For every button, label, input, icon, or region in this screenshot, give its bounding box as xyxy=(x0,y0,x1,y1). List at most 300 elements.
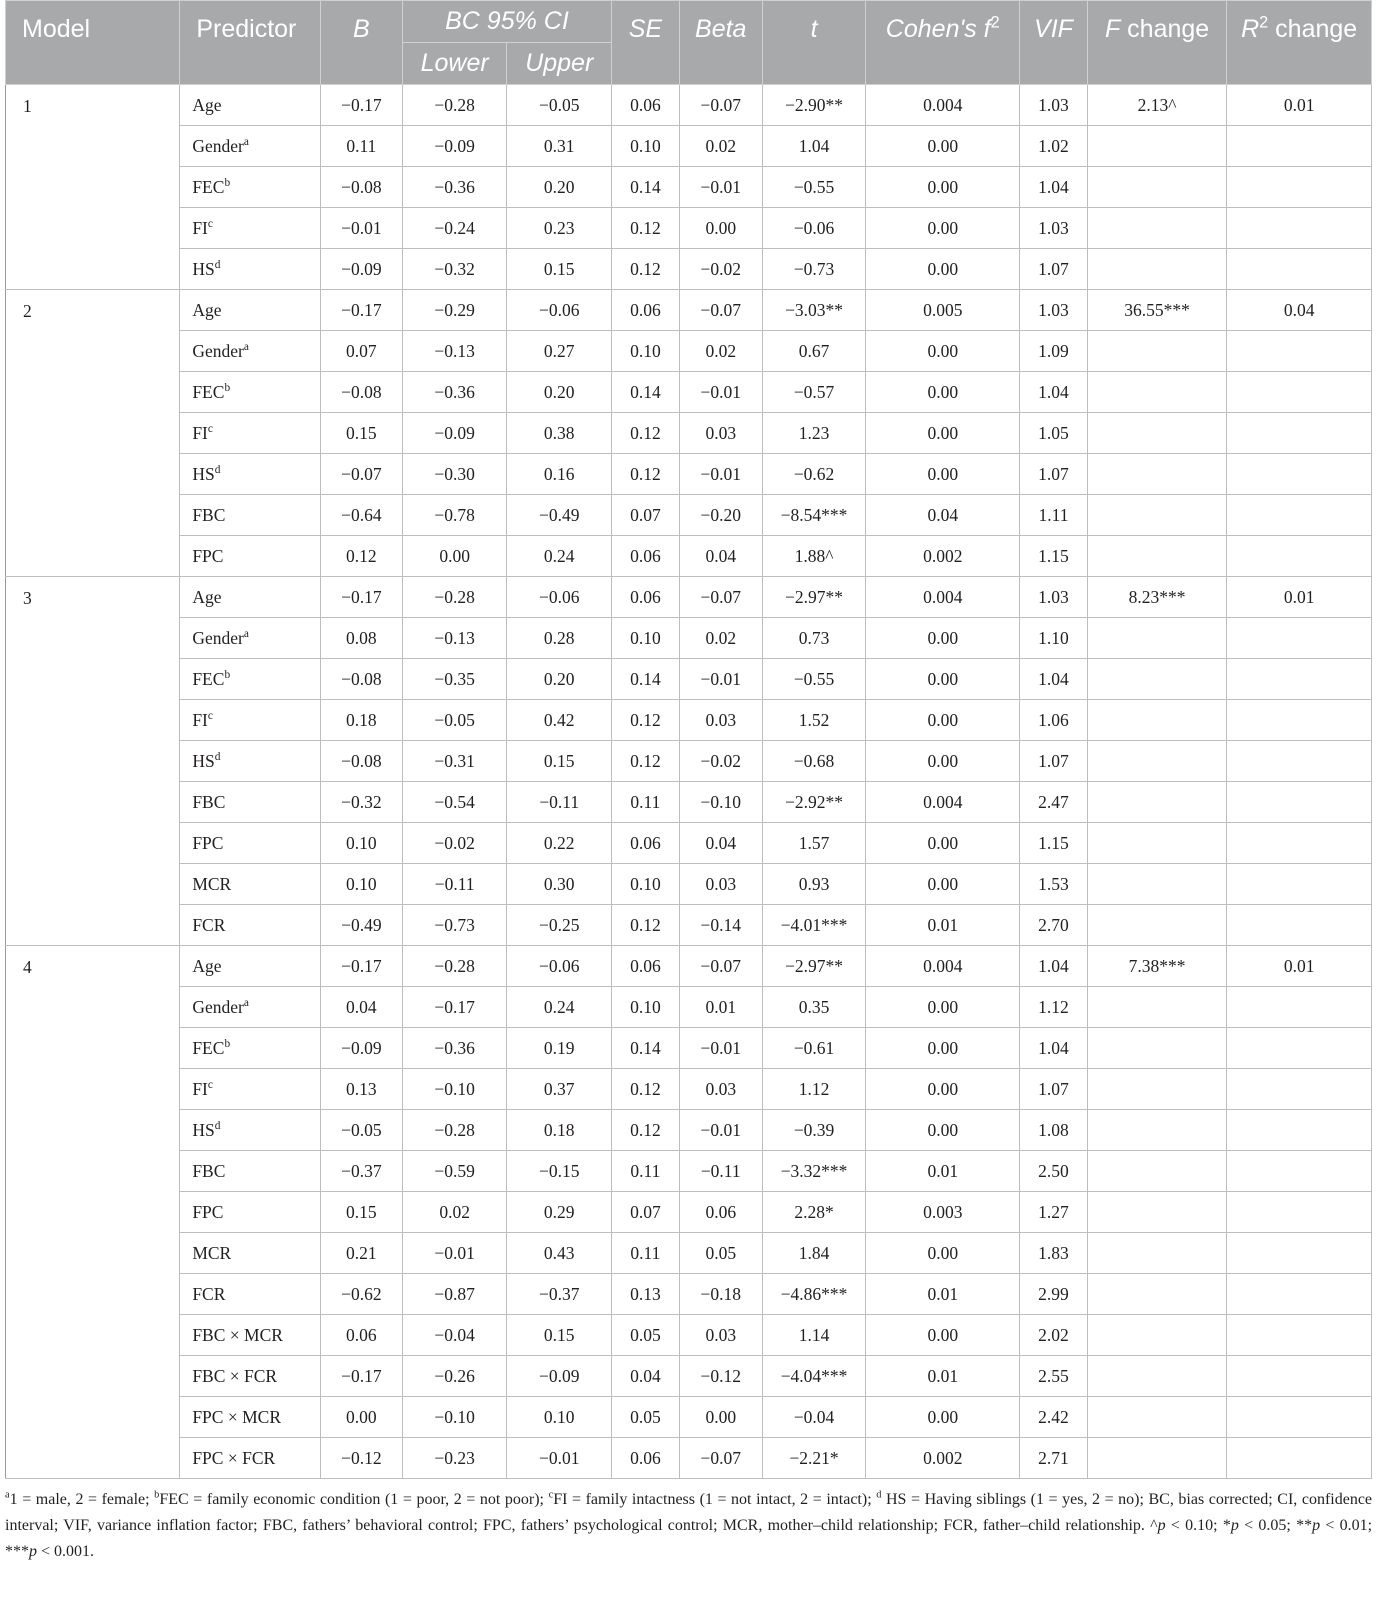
cell-f2: 0.004 xyxy=(866,85,1020,126)
cell-f2: 0.004 xyxy=(866,782,1020,823)
cell-lower: −0.28 xyxy=(402,946,507,987)
cell-b: −0.49 xyxy=(320,905,402,946)
predictor-cell xyxy=(180,987,320,1028)
cell-beta: 0.02 xyxy=(679,126,762,167)
table-row xyxy=(6,577,1372,618)
cell-vif: 1.07 xyxy=(1020,741,1088,782)
cell-f-change xyxy=(1087,1069,1226,1110)
cell-beta: −0.11 xyxy=(679,1151,762,1192)
cell-vif: 1.07 xyxy=(1020,1069,1088,1110)
cell-beta: −0.01 xyxy=(679,659,762,700)
cell-vif: 1.11 xyxy=(1020,495,1088,536)
cell-beta: −0.01 xyxy=(679,167,762,208)
cell-f-change xyxy=(1087,1397,1226,1438)
cell-beta: 0.05 xyxy=(679,1233,762,1274)
predictor-cell xyxy=(180,454,320,495)
predictor-cell xyxy=(180,1274,320,1315)
table-row xyxy=(6,167,1372,208)
cell-vif: 1.53 xyxy=(1020,864,1088,905)
cell-lower: −0.59 xyxy=(402,1151,507,1192)
predictor-name: Gender xyxy=(192,996,244,1017)
cell-t: −0.55 xyxy=(762,167,866,208)
cell-b: 0.07 xyxy=(320,331,402,372)
header-f-italic: F xyxy=(1104,15,1121,43)
cell-f-change xyxy=(1087,987,1226,1028)
cell-b: −0.17 xyxy=(320,1356,402,1397)
cell-t: −2.21* xyxy=(762,1438,866,1479)
cell-upper: 0.18 xyxy=(507,1110,612,1151)
footnote-italic: p xyxy=(29,1543,37,1560)
table-row xyxy=(6,1028,1372,1069)
cell-upper: 0.24 xyxy=(507,987,612,1028)
cell-t: 0.35 xyxy=(762,987,866,1028)
cell-t: 1.88^ xyxy=(762,536,866,577)
cell-lower: −0.31 xyxy=(402,741,507,782)
cell-r2-change xyxy=(1227,167,1372,208)
cell-se: 0.06 xyxy=(612,823,680,864)
cell-se: 0.06 xyxy=(612,290,680,331)
predictor-name: FI xyxy=(192,217,208,238)
cell-b: −0.17 xyxy=(320,85,402,126)
cell-lower: −0.87 xyxy=(402,1274,507,1315)
cell-se: 0.14 xyxy=(612,1028,680,1069)
cell-f2: 0.00 xyxy=(866,864,1020,905)
cell-lower: −0.01 xyxy=(402,1233,507,1274)
cell-f2: 0.004 xyxy=(866,946,1020,987)
cell-se: 0.11 xyxy=(612,782,680,823)
cell-t: −0.39 xyxy=(762,1110,866,1151)
cell-b: −0.09 xyxy=(320,249,402,290)
cell-t: 1.57 xyxy=(762,823,866,864)
header-r-sup: 2 xyxy=(1259,13,1269,32)
cell-t: 2.28* xyxy=(762,1192,866,1233)
predictor-cell xyxy=(180,1151,320,1192)
cell-se: 0.12 xyxy=(612,249,680,290)
cell-vif: 1.02 xyxy=(1020,126,1088,167)
cell-lower: −0.28 xyxy=(402,1110,507,1151)
cell-f2: 0.00 xyxy=(866,823,1020,864)
cell-b: −0.07 xyxy=(320,454,402,495)
cell-lower: −0.54 xyxy=(402,782,507,823)
predictor-cell xyxy=(180,905,320,946)
cell-b: 0.00 xyxy=(320,1397,402,1438)
cell-b: −0.08 xyxy=(320,167,402,208)
header-cohens-sup: 2 xyxy=(990,13,1000,32)
header-f-change xyxy=(1087,1,1226,85)
cell-upper: 0.10 xyxy=(507,1397,612,1438)
predictor-footnote-mark: d xyxy=(214,463,221,476)
cell-se: 0.12 xyxy=(612,208,680,249)
table-row xyxy=(6,1110,1372,1151)
cell-b: −0.62 xyxy=(320,1274,402,1315)
cell-upper: 0.37 xyxy=(507,1069,612,1110)
cell-f-change xyxy=(1087,413,1226,454)
cell-vif: 2.99 xyxy=(1020,1274,1088,1315)
header-b-text: B xyxy=(352,15,370,43)
model-label: 2 xyxy=(6,290,180,577)
cell-beta: −0.07 xyxy=(679,946,762,987)
cell-upper: 0.19 xyxy=(507,1028,612,1069)
cell-vif: 1.10 xyxy=(1020,618,1088,659)
cell-r2-change xyxy=(1227,1438,1372,1479)
predictor-name: FPC xyxy=(192,1201,224,1222)
table-row xyxy=(6,782,1372,823)
cell-vif: 1.06 xyxy=(1020,700,1088,741)
cell-r2-change xyxy=(1227,536,1372,577)
model-label: 4 xyxy=(6,946,180,1479)
predictor-cell xyxy=(180,1397,320,1438)
cell-lower: −0.13 xyxy=(402,331,507,372)
cell-f2: 0.00 xyxy=(866,1028,1020,1069)
cell-f-change xyxy=(1087,741,1226,782)
cell-upper: 0.15 xyxy=(507,741,612,782)
cell-r2-change: 0.01 xyxy=(1227,85,1372,126)
cell-f2: 0.003 xyxy=(866,1192,1020,1233)
cell-upper: 0.30 xyxy=(507,864,612,905)
cell-r2-change xyxy=(1227,659,1372,700)
predictor-cell xyxy=(180,946,320,987)
table-row xyxy=(6,85,1372,126)
cell-lower: −0.24 xyxy=(402,208,507,249)
cell-se: 0.14 xyxy=(612,659,680,700)
cell-upper: 0.20 xyxy=(507,167,612,208)
cell-t: −2.90** xyxy=(762,85,866,126)
table-row xyxy=(6,290,1372,331)
predictor-footnote-mark: d xyxy=(214,1119,221,1132)
cell-t: 1.12 xyxy=(762,1069,866,1110)
predictor-name: FI xyxy=(192,422,208,443)
header-r-rest: change xyxy=(1268,15,1358,43)
predictor-footnote-mark: c xyxy=(207,422,213,435)
cell-vif: 2.71 xyxy=(1020,1438,1088,1479)
cell-vif: 1.15 xyxy=(1020,536,1088,577)
cell-b: 0.21 xyxy=(320,1233,402,1274)
predictor-footnote-mark: d xyxy=(214,750,221,763)
cell-upper: −0.06 xyxy=(507,946,612,987)
cell-vif: 1.09 xyxy=(1020,331,1088,372)
cell-b: −0.12 xyxy=(320,1438,402,1479)
cell-upper: 0.38 xyxy=(507,413,612,454)
footnote-text: HS = Having siblings (1 = yes, 2 = no); BC, bias corrected; CI, confidence interval; VIF, variance inflation factor; FBC, fathers’ behavioral control; FPC, fathers’ psychological control; MCR, mother–child relationship; FCR, father–child relationship. ^ xyxy=(5,1491,1373,1534)
table-footnote xyxy=(5,1487,1372,1565)
cell-b: −0.05 xyxy=(320,1110,402,1151)
cell-beta: 0.00 xyxy=(679,208,762,249)
cell-f-change xyxy=(1087,167,1226,208)
cell-lower: 0.02 xyxy=(402,1192,507,1233)
header-cohens-f2 xyxy=(866,1,1020,85)
header-vif xyxy=(1020,1,1088,85)
cell-r2-change xyxy=(1227,1274,1372,1315)
cell-f-change xyxy=(1087,1274,1226,1315)
cell-f-change xyxy=(1087,208,1226,249)
cell-t: −2.97** xyxy=(762,946,866,987)
predictor-cell xyxy=(180,1028,320,1069)
cell-beta: −0.07 xyxy=(679,290,762,331)
cell-vif: 1.12 xyxy=(1020,987,1088,1028)
cell-lower: −0.09 xyxy=(402,413,507,454)
header-se-text: SE xyxy=(628,15,663,43)
cell-vif: 1.04 xyxy=(1020,946,1088,987)
cell-se: 0.12 xyxy=(612,1110,680,1151)
cell-r2-change xyxy=(1227,413,1372,454)
cell-t: 1.14 xyxy=(762,1315,866,1356)
cell-b: −0.08 xyxy=(320,741,402,782)
predictor-name: FBC × FCR xyxy=(192,1365,278,1386)
cell-beta: −0.02 xyxy=(679,741,762,782)
predictor-name: FEC xyxy=(192,1037,225,1058)
predictor-name: FBC xyxy=(192,504,226,525)
cell-f2: 0.00 xyxy=(866,372,1020,413)
footnote-text: < 0.01; *** xyxy=(5,1517,1373,1560)
predictor-name: FBC × MCR xyxy=(192,1324,283,1345)
cell-b: −0.17 xyxy=(320,577,402,618)
cell-r2-change xyxy=(1227,372,1372,413)
cell-se: 0.10 xyxy=(612,126,680,167)
cell-se: 0.12 xyxy=(612,700,680,741)
cell-upper: −0.06 xyxy=(507,290,612,331)
table-row xyxy=(6,1274,1372,1315)
cell-lower: 0.00 xyxy=(402,536,507,577)
cell-f-change xyxy=(1087,1438,1226,1479)
table-row xyxy=(6,1315,1372,1356)
cell-f-change xyxy=(1087,536,1226,577)
predictor-cell xyxy=(180,413,320,454)
cell-b: 0.15 xyxy=(320,413,402,454)
predictor-footnote-mark: b xyxy=(224,381,231,394)
cell-lower: −0.35 xyxy=(402,659,507,700)
header-ci-text: BC 95% CI xyxy=(445,7,569,35)
cell-lower: −0.09 xyxy=(402,126,507,167)
cell-lower: −0.78 xyxy=(402,495,507,536)
cell-lower: −0.10 xyxy=(402,1069,507,1110)
cell-f2: 0.002 xyxy=(866,1438,1020,1479)
cell-upper: −0.09 xyxy=(507,1356,612,1397)
cell-lower: −0.11 xyxy=(402,864,507,905)
table-row xyxy=(6,618,1372,659)
cell-b: 0.06 xyxy=(320,1315,402,1356)
cell-f2: 0.00 xyxy=(866,208,1020,249)
predictor-cell xyxy=(180,1315,320,1356)
table-row xyxy=(6,495,1372,536)
cell-f-change: 7.38*** xyxy=(1087,946,1226,987)
footnote-italic: p xyxy=(1230,1517,1239,1534)
cell-f-change xyxy=(1087,1028,1226,1069)
footnote-text: 1 = male, 2 = female; xyxy=(9,1491,155,1508)
table-row xyxy=(6,946,1372,987)
cell-t: 1.52 xyxy=(762,700,866,741)
cell-b: 0.18 xyxy=(320,700,402,741)
cell-upper: 0.31 xyxy=(507,126,612,167)
cell-f2: 0.002 xyxy=(866,536,1020,577)
predictor-footnote-mark: c xyxy=(207,217,213,230)
model-label: 3 xyxy=(6,577,180,946)
cell-f-change xyxy=(1087,864,1226,905)
cell-b: 0.04 xyxy=(320,987,402,1028)
cell-upper: −0.49 xyxy=(507,495,612,536)
cell-vif: 2.47 xyxy=(1020,782,1088,823)
cell-vif: 1.04 xyxy=(1020,167,1088,208)
table-row xyxy=(6,1356,1372,1397)
header-r-italic: R xyxy=(1241,15,1260,43)
table-row xyxy=(6,208,1372,249)
cell-vif: 1.04 xyxy=(1020,659,1088,700)
table-row xyxy=(6,823,1372,864)
predictor-name: Gender xyxy=(192,135,244,156)
cell-vif: 1.27 xyxy=(1020,1192,1088,1233)
cell-t: −0.73 xyxy=(762,249,866,290)
cell-beta: −0.20 xyxy=(679,495,762,536)
cell-vif: 1.05 xyxy=(1020,413,1088,454)
header-model: Model xyxy=(6,1,180,85)
cell-r2-change xyxy=(1227,249,1372,290)
cell-beta: 0.03 xyxy=(679,1069,762,1110)
cell-f2: 0.00 xyxy=(866,1233,1020,1274)
footnote-italic: p xyxy=(1312,1517,1321,1534)
cell-se: 0.07 xyxy=(612,1192,680,1233)
cell-r2-change xyxy=(1227,1110,1372,1151)
cell-vif: 1.03 xyxy=(1020,577,1088,618)
cell-t: −0.61 xyxy=(762,1028,866,1069)
table-row xyxy=(6,1069,1372,1110)
predictor-cell xyxy=(180,249,320,290)
cell-upper: 0.20 xyxy=(507,372,612,413)
cell-se: 0.12 xyxy=(612,741,680,782)
cell-se: 0.11 xyxy=(612,1233,680,1274)
cell-b: 0.12 xyxy=(320,536,402,577)
cell-se: 0.10 xyxy=(612,618,680,659)
predictor-cell xyxy=(180,1069,320,1110)
cell-t: −4.01*** xyxy=(762,905,866,946)
cell-b: −0.01 xyxy=(320,208,402,249)
cell-f-change: 36.55*** xyxy=(1087,290,1226,331)
cell-upper: −0.37 xyxy=(507,1274,612,1315)
cell-t: 0.93 xyxy=(762,864,866,905)
cell-f-change xyxy=(1087,1233,1226,1274)
cell-r2-change xyxy=(1227,495,1372,536)
table-row xyxy=(6,331,1372,372)
header-f-rest: change xyxy=(1120,15,1210,43)
cell-beta: 0.02 xyxy=(679,618,762,659)
predictor-name: FBC xyxy=(192,1160,226,1181)
cell-t: −4.86*** xyxy=(762,1274,866,1315)
cell-f-change xyxy=(1087,249,1226,290)
cell-r2-change xyxy=(1227,1315,1372,1356)
cell-f-change xyxy=(1087,700,1226,741)
cell-f-change xyxy=(1087,1110,1226,1151)
predictor-name: Age xyxy=(192,94,222,115)
cell-lower: −0.04 xyxy=(402,1315,507,1356)
cell-beta: 0.01 xyxy=(679,987,762,1028)
predictor-footnote-mark: a xyxy=(243,340,249,353)
cell-b: −0.17 xyxy=(320,290,402,331)
cell-t: −3.32*** xyxy=(762,1151,866,1192)
cell-r2-change xyxy=(1227,1028,1372,1069)
table-row xyxy=(6,1192,1372,1233)
cell-se: 0.06 xyxy=(612,85,680,126)
cell-r2-change xyxy=(1227,1397,1372,1438)
cell-lower: −0.05 xyxy=(402,700,507,741)
predictor-name: FBC xyxy=(192,791,226,812)
cell-r2-change xyxy=(1227,1192,1372,1233)
cell-beta: 0.04 xyxy=(679,536,762,577)
cell-beta: −0.10 xyxy=(679,782,762,823)
predictor-cell xyxy=(180,1438,320,1479)
cell-se: 0.04 xyxy=(612,1356,680,1397)
predictor-name: HS xyxy=(192,750,215,771)
table-body xyxy=(6,85,1372,1479)
cell-beta: −0.14 xyxy=(679,905,762,946)
cell-f2: 0.00 xyxy=(866,454,1020,495)
cell-lower: −0.02 xyxy=(402,823,507,864)
cell-se: 0.10 xyxy=(612,987,680,1028)
cell-f-change xyxy=(1087,905,1226,946)
cell-r2-change xyxy=(1227,741,1372,782)
cell-f-change xyxy=(1087,618,1226,659)
predictor-cell xyxy=(180,741,320,782)
cell-t: −0.55 xyxy=(762,659,866,700)
predictor-name: Age xyxy=(192,586,222,607)
cell-se: 0.05 xyxy=(612,1397,680,1438)
cell-b: −0.08 xyxy=(320,372,402,413)
cell-beta: −0.01 xyxy=(679,1110,762,1151)
table-row xyxy=(6,905,1372,946)
cell-vif: 2.55 xyxy=(1020,1356,1088,1397)
cell-se: 0.12 xyxy=(612,1069,680,1110)
cell-f2: 0.00 xyxy=(866,618,1020,659)
cell-r2-change xyxy=(1227,1151,1372,1192)
table-row xyxy=(6,372,1372,413)
predictor-name: FPC × FCR xyxy=(192,1447,276,1468)
cell-f-change xyxy=(1087,1315,1226,1356)
model-label: 1 xyxy=(6,85,180,290)
predictor-cell xyxy=(180,823,320,864)
cell-r2-change xyxy=(1227,782,1372,823)
cell-r2-change xyxy=(1227,1356,1372,1397)
predictor-cell xyxy=(180,700,320,741)
predictor-cell xyxy=(180,782,320,823)
cell-f-change xyxy=(1087,1151,1226,1192)
cell-f2: 0.00 xyxy=(866,126,1020,167)
cell-beta: 0.03 xyxy=(679,1315,762,1356)
cell-beta: −0.07 xyxy=(679,1438,762,1479)
footnote-mark: c xyxy=(548,1489,554,1501)
cell-lower: −0.10 xyxy=(402,1397,507,1438)
predictor-name: FPC × MCR xyxy=(192,1406,281,1427)
cell-b: 0.13 xyxy=(320,1069,402,1110)
footnote-mark: b xyxy=(154,1489,160,1501)
header-upper xyxy=(507,43,612,85)
cell-t: −0.04 xyxy=(762,1397,866,1438)
header-lower xyxy=(402,43,507,85)
cell-beta: −0.12 xyxy=(679,1356,762,1397)
header-beta xyxy=(679,1,762,85)
cell-upper: −0.15 xyxy=(507,1151,612,1192)
cell-f2: 0.00 xyxy=(866,741,1020,782)
cell-f-change xyxy=(1087,1356,1226,1397)
cell-se: 0.06 xyxy=(612,536,680,577)
predictor-cell xyxy=(180,331,320,372)
predictor-footnote-mark: c xyxy=(207,709,213,722)
cell-se: 0.14 xyxy=(612,372,680,413)
cell-r2-change xyxy=(1227,618,1372,659)
predictor-name: Gender xyxy=(192,340,244,361)
cell-b: 0.10 xyxy=(320,864,402,905)
table-row xyxy=(6,987,1372,1028)
cell-f-change xyxy=(1087,1192,1226,1233)
header-ci xyxy=(402,1,611,43)
cell-r2-change: 0.04 xyxy=(1227,290,1372,331)
cell-vif: 2.70 xyxy=(1020,905,1088,946)
